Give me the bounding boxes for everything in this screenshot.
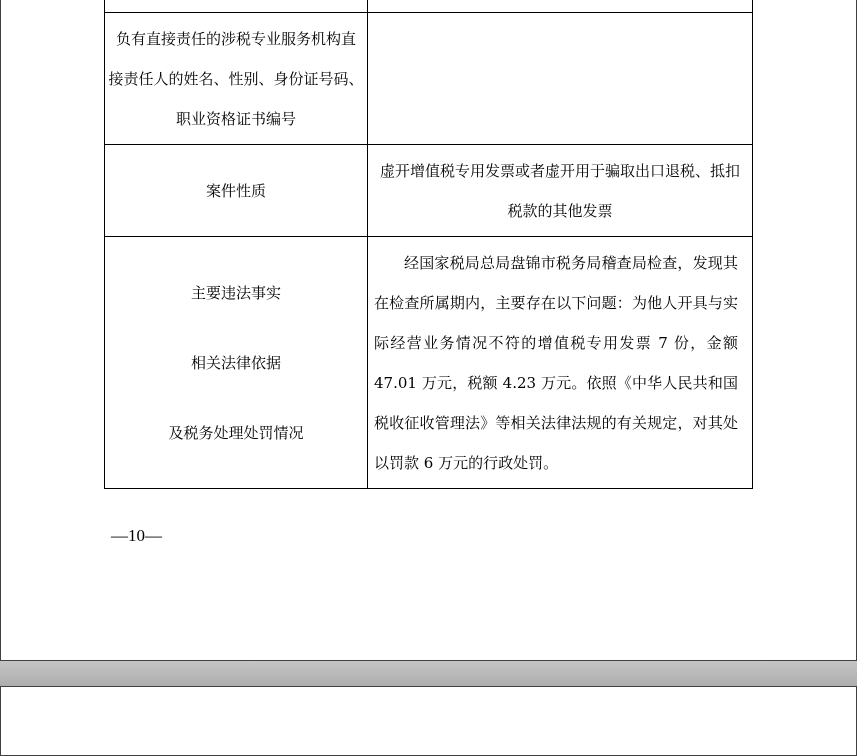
responsible-person-label (105, 13, 368, 145)
page-gap (0, 661, 857, 686)
table-row (105, 237, 753, 489)
label-line: 负有直接责任的涉税专业服务机构直 (115, 29, 356, 48)
page-number: —10— (111, 526, 162, 545)
table-row (105, 13, 753, 145)
label-line: 及税务处理处罚情况 (168, 423, 304, 442)
responsible-person-value (368, 13, 753, 145)
info-table (104, 0, 753, 489)
case-nature-label (105, 145, 368, 237)
table-row (105, 0, 753, 13)
violation-facts-text: 经国家税局总局盘锦市税务局稽查局检查，发现其在检查所属期内，主要存在以下问题：为他人开具与实际经营业务情况不符的增值税专用发票 7 份，金额 47.01 万元，税额 4.23 万元。依照《中华人民共和国税收征收管理法》等相关法律法规的有关规定，对其处以罚款 6 万元的行政处罚。 (374, 253, 738, 472)
table-label-cell (105, 0, 368, 13)
label-line: 职业资格证书编号 (175, 109, 296, 128)
label-line: 相关法律依据 (190, 353, 281, 372)
label-line: 接责任人的姓名、性别、身份证号码、 (108, 69, 364, 88)
label-line: 案件性质 (205, 181, 266, 200)
label-line: 主要违法事实 (190, 283, 281, 302)
table-row (105, 145, 753, 237)
violation-facts-value (368, 237, 753, 489)
case-nature-value: 虚开增值税专用发票或者虚开用于骗取出口退税、抵扣税款的其他发票 (368, 145, 753, 237)
violation-facts-label (105, 237, 368, 489)
table-value-cell (368, 0, 753, 13)
